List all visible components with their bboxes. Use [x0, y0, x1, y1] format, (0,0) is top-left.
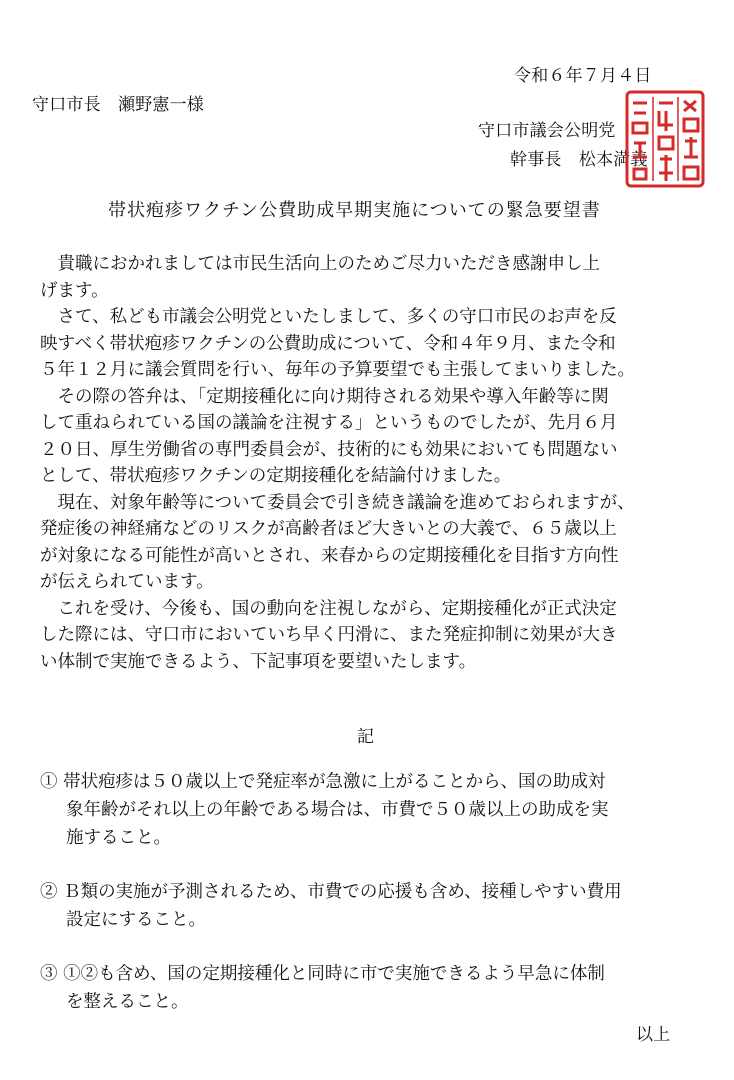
body-line: ２０日、厚生労働省の専門委員会が、技術的にも効果においても問題ない	[40, 439, 618, 460]
body-line: として、帯状疱疹ワクチンの定期接種化を結論付けました。	[40, 466, 512, 486]
body-line: さて、私ども市議会公明党といたしまして、多くの守口市民のお声を反	[40, 307, 617, 327]
document-title: 帯状疱疹ワクチン公費助成早期実施についての緊急要望書	[108, 200, 601, 221]
closing: 以上	[636, 1025, 671, 1045]
body-line: 発症後の神経痛などのリスクが高齢者ほど大きいとの大義で、６５歳以上	[40, 519, 617, 539]
item-line: 象年齢がそれ以上の年齢である場合は、市費で５０歳以上の助成を実	[66, 800, 609, 820]
official-seal	[624, 89, 706, 189]
request-item-2	[40, 878, 710, 934]
body-line: が伝えられています。	[40, 572, 214, 592]
item-first-line: ② Ｂ類の実施が予測されるため、市費での応援も含め、接種しやすい費用	[40, 882, 622, 902]
body-line: して重ねられている国の議論を注視する」というものでしたが、先月６月	[40, 413, 618, 433]
date: 令和６年７月４日	[514, 66, 652, 86]
body-line: 現在、対象年齢等について委員会で引き続き議論を進めておられますが、	[40, 492, 635, 513]
letter-body	[40, 251, 700, 675]
body-line: した際には、守口市においていち早く円滑に、また発症抑制に効果が大き	[40, 625, 618, 645]
sender-name: 幹事長 松本満義	[510, 150, 648, 170]
item-first-line: ① 帯状疱疹は５０歳以上で発症率が急激に上がることから、国の助成対	[40, 772, 606, 792]
item-first-line: ③ ①②も含め、国の定期接種化と同時に市で実施できるよう早急に体制	[40, 964, 605, 984]
sender-organization: 守口市議会公明党	[478, 121, 616, 141]
body-line: 映すべく帯状疱疹ワクチンの公費助成について、令和４年９月、また令和	[40, 333, 616, 354]
body-line: ５年１２月に議会質問を行い、毎年の予算要望でも主張してまいりました。	[40, 360, 635, 380]
request-item-3	[40, 960, 710, 1016]
body-line: げます。	[40, 280, 109, 301]
item-line: を整えること。	[66, 992, 189, 1012]
body-line: これを受け、今後も、国の動向を注視しながら、定期接種化が正式決定	[40, 598, 617, 619]
body-line: が対象になる可能性が高いとされ、来春からの定期接種化を目指す方向性	[40, 545, 619, 566]
request-item-1	[40, 768, 710, 852]
recipient: 守口市長 瀬野憲一様	[32, 95, 204, 115]
ki-heading: 記	[357, 727, 375, 747]
body-line: その際の答弁は、「定期接種化に向け期待される効果や導入年齢等に関	[40, 386, 609, 407]
body-line: い体制で実施できるよう、下記事項を要望いたします。	[40, 651, 477, 672]
body-line: 貴職におかれましては市民生活向上のためご尽力いただき感謝申し上	[40, 254, 600, 274]
item-line: 施すること。	[66, 828, 171, 848]
item-line: 設定にすること。	[66, 910, 206, 930]
